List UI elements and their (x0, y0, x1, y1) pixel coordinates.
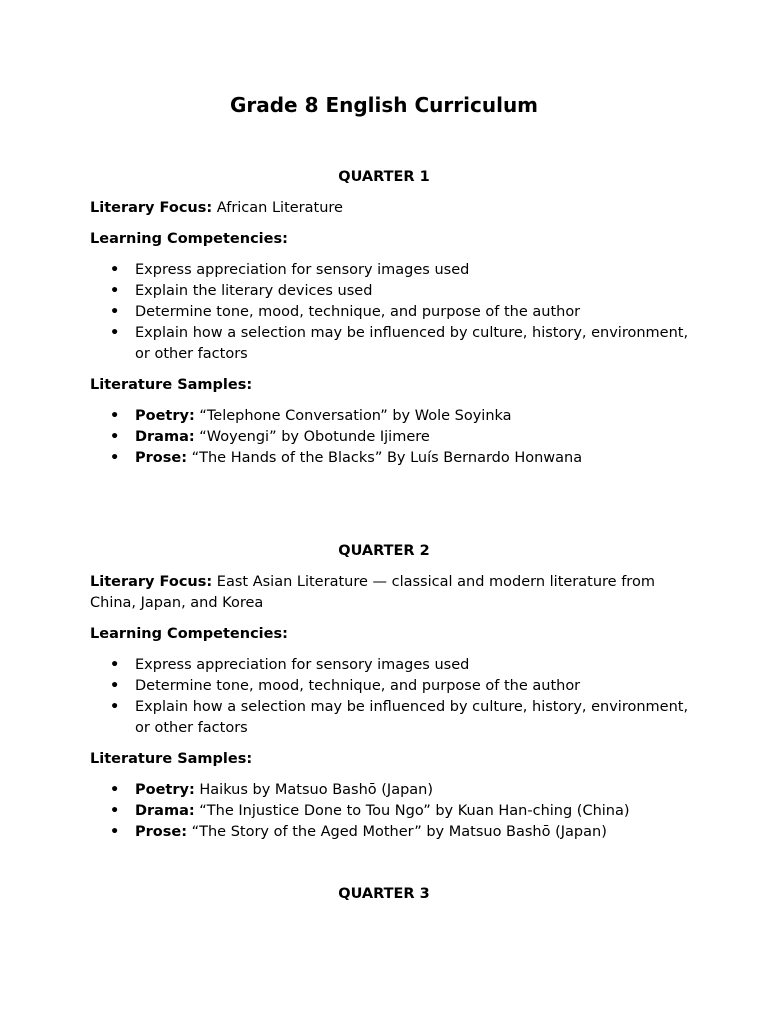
samples-list (90, 406, 690, 469)
quarter-heading: QUARTER 3 (338, 886, 430, 902)
bullet-icon: • (110, 283, 120, 299)
sample-genre: Prose: (135, 450, 188, 466)
document-title: Grade 8 English Curriculum (229, 93, 539, 117)
competency-text: Express appreciation for sensory images used (135, 657, 470, 673)
bullet-icon: • (110, 803, 120, 819)
sample-genre: Prose: (135, 824, 188, 840)
samples-label: Literature Samples: (90, 377, 253, 393)
literary-focus (90, 198, 690, 219)
competencies-label: Learning Competencies: (90, 626, 288, 642)
bullet-icon: • (110, 325, 120, 341)
bullet-icon: • (110, 657, 120, 673)
sample-text: “The Story of the Aged Mother” by Matsuo Bashō (Japan) (187, 824, 607, 840)
sample-genre: Poetry: (135, 408, 195, 424)
competencies-heading (90, 229, 690, 250)
competency-text: Express appreciation for sensory images used (135, 262, 470, 278)
bullet-icon: • (110, 678, 120, 694)
samples-list (90, 780, 690, 843)
bullet-icon: • (110, 699, 120, 715)
list-item (90, 801, 690, 822)
samples-label: Literature Samples: (90, 751, 253, 767)
literary-focus-value: East Asian Literature — classical and modern literature from China, Japan, and Korea (90, 574, 655, 611)
competencies-heading (90, 624, 690, 645)
competencies-list (90, 260, 690, 365)
competencies-list (90, 655, 690, 739)
list-item (90, 323, 690, 365)
sample-genre: Poetry: (135, 782, 195, 798)
samples-heading (90, 375, 690, 396)
sample-text: “Woyengi” by Obotunde Ijimere (194, 429, 430, 445)
list-item (90, 260, 690, 281)
quarter-heading: QUARTER 2 (338, 543, 430, 559)
bullet-icon: • (110, 262, 120, 278)
literary-focus-value: African Literature (212, 200, 343, 216)
list-item (90, 448, 690, 469)
literary-focus (90, 572, 690, 614)
list-item (90, 427, 690, 448)
list-item (90, 406, 690, 427)
sample-genre: Drama: (135, 803, 195, 819)
list-item (90, 302, 690, 323)
sample-text: Haikus by Matsuo Bashō (Japan) (194, 782, 434, 798)
competency-text: Determine tone, mood, technique, and purpose of the author (135, 304, 581, 320)
bullet-icon: • (110, 782, 120, 798)
competency-text: Determine tone, mood, technique, and purpose of the author (135, 678, 581, 694)
literary-focus-label: Literary Focus: (90, 200, 213, 216)
quarter-heading: QUARTER 1 (338, 169, 430, 185)
list-item (90, 822, 690, 843)
competency-text: Explain the literary devices used (135, 283, 373, 299)
bullet-icon: • (110, 824, 120, 840)
list-item (90, 281, 690, 302)
quarter-3-section (90, 884, 690, 915)
literary-focus-label: Literary Focus: (90, 574, 213, 590)
competency-text: Explain how a selection may be influenced by culture, history, environment, or other factors (135, 699, 689, 736)
quarter-1-section (90, 167, 690, 479)
sample-genre: Drama: (135, 429, 195, 445)
samples-heading (90, 749, 690, 770)
bullet-icon: • (110, 450, 120, 466)
bullet-icon: • (110, 304, 120, 320)
list-item (90, 655, 690, 676)
sample-text: “Telephone Conversation” by Wole Soyinka (194, 408, 512, 424)
list-item (90, 697, 690, 739)
list-item (90, 676, 690, 697)
bullet-icon: • (110, 408, 120, 424)
list-item (90, 780, 690, 801)
sample-text: “The Hands of the Blacks” By Luís Bernardo Honwana (187, 450, 583, 466)
quarter-2-section (90, 541, 690, 853)
bullet-icon: • (110, 429, 120, 445)
sample-text: “The Injustice Done to Tou Ngo” by Kuan Han-ching (China) (194, 803, 630, 819)
competencies-label: Learning Competencies: (90, 231, 288, 247)
competency-text: Explain how a selection may be influenced by culture, history, environment, or other factors (135, 325, 689, 362)
